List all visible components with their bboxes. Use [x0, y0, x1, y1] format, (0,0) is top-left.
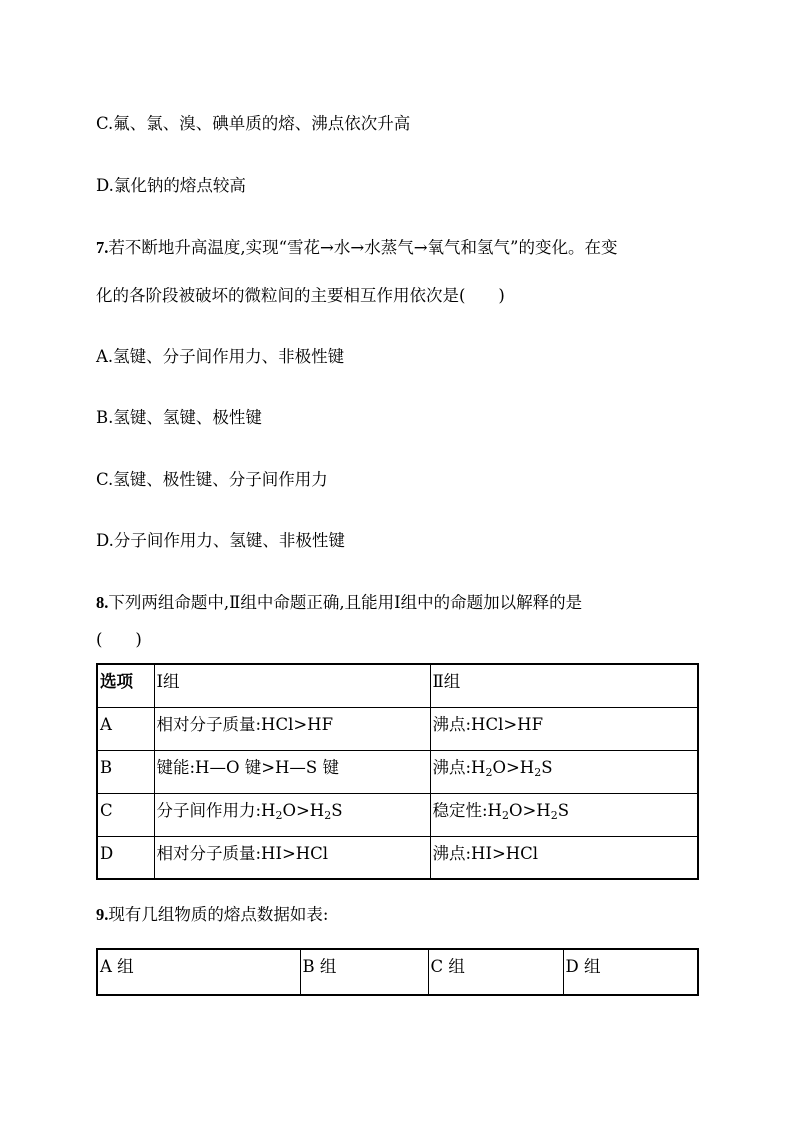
- row-group2: 稳定性$:H_2O>H_2S$: [430, 793, 698, 836]
- table-row: [97, 793, 698, 836]
- option-d6: D.氯化钠的熔点较高: [96, 176, 246, 195]
- table-header-row: [97, 949, 698, 995]
- row-group2: 沸点:HI>HCl: [430, 836, 698, 879]
- row-option: B: [97, 750, 154, 793]
- question-9-line1: [96, 901, 328, 925]
- table-row: [97, 750, 698, 793]
- row-group1: 键能:H—O 键>H—S 键: [154, 750, 430, 793]
- header-option: 选项: [97, 664, 154, 707]
- question-8-line1: [96, 589, 582, 613]
- option-b7: B.氢键、氢键、极性键: [96, 408, 262, 427]
- header-group2: Ⅱ组: [430, 664, 698, 707]
- table-header-row: [97, 664, 698, 707]
- row-option: D: [97, 836, 154, 879]
- question-8-number: 8.: [96, 593, 109, 612]
- question-7-number: 7.: [96, 238, 109, 257]
- question-9-number: 9.: [96, 905, 109, 924]
- table-row: [97, 836, 698, 879]
- row-group1: 相对分子质量:HCl>HF: [154, 707, 430, 750]
- table-question-8: [96, 663, 699, 880]
- option-a7: A.氢键、分子间作用力、非极性键: [96, 347, 345, 366]
- row-group2: 沸点:HCl>HF: [430, 707, 698, 750]
- question-7-line2: 化的各阶段被破坏的微粒间的主要相互作用依次是( ): [96, 286, 505, 305]
- question-8-line2: ( ): [96, 630, 142, 649]
- header-group-c: C 组: [428, 949, 563, 995]
- row-group1: 相对分子质量:HI>HCl: [154, 836, 430, 879]
- question-9-text1: 现有几组物质的熔点数据如表:: [108, 905, 329, 924]
- row-option: C: [97, 793, 154, 836]
- option-c7: C.氢键、极性键、分子间作用力: [96, 470, 328, 489]
- question-7-text1: 若不断地升高温度,实现“雪花→水→水蒸气→氧气和氢气”的变化。在变: [108, 238, 618, 257]
- row-option: A: [97, 707, 154, 750]
- option-c6: C.氟、氯、溴、碘单质的熔、沸点依次升高: [96, 114, 411, 133]
- option-d7: D.分子间作用力、氢键、非极性键: [96, 531, 345, 550]
- question-7-line1: [96, 234, 617, 258]
- header-group1: Ⅰ组: [154, 664, 430, 707]
- table-row: [97, 707, 698, 750]
- header-group-b: B 组: [300, 949, 428, 995]
- table-question-9: [96, 948, 699, 996]
- header-group-a: A 组: [97, 949, 300, 995]
- row-group2: 沸点$:H_2O>H_2S$: [430, 750, 698, 793]
- header-group-d: D 组: [563, 949, 698, 995]
- row-group1: 分子间作用力$:H_2O>H_2S$: [154, 793, 430, 836]
- question-8-text1: 下列两组命题中,Ⅱ组中命题正确,且能用Ⅰ组中的命题加以解释的是: [108, 593, 583, 612]
